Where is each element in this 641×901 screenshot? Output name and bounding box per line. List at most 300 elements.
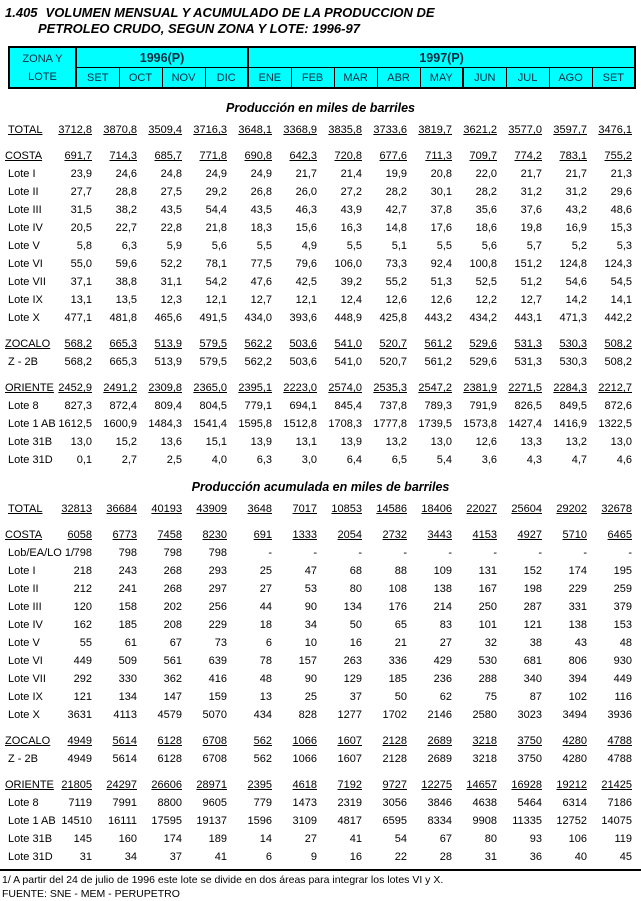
- cell: 791,9: [469, 400, 497, 412]
- cell: 3712,8: [58, 124, 92, 136]
- cell: 2535,3: [373, 382, 407, 394]
- cell: 27: [439, 637, 452, 649]
- cell: 138: [568, 619, 587, 631]
- lote-label: LOTE: [28, 70, 57, 83]
- cell: 152: [523, 565, 542, 577]
- cell: 872,6: [604, 400, 632, 412]
- cell: 1708,3: [328, 418, 362, 430]
- cell: 268: [163, 565, 182, 577]
- cell: 3936: [607, 709, 632, 721]
- cell: 2128: [382, 735, 407, 747]
- cell: 185: [118, 619, 137, 631]
- cell: 4817: [337, 815, 362, 827]
- cell: 691: [253, 529, 272, 541]
- cell: 53: [304, 583, 317, 595]
- cell: 288: [478, 673, 497, 685]
- cell: 2574,0: [328, 382, 362, 394]
- cell: 28971: [196, 779, 227, 791]
- cell: 5,7: [526, 240, 542, 252]
- cell: 131: [478, 565, 497, 577]
- cell: 38,8: [115, 276, 137, 288]
- cell: 2,7: [121, 454, 137, 466]
- row-label: ZOCALO: [5, 735, 51, 747]
- cell: 434,0: [244, 312, 272, 324]
- cell: 804,5: [199, 400, 227, 412]
- cell: 2491,2: [103, 382, 137, 394]
- cell: -: [583, 547, 587, 559]
- cell: 4949: [67, 753, 92, 765]
- cell: 531,3: [514, 356, 542, 368]
- cell: -: [313, 547, 317, 559]
- cell: 681: [523, 655, 542, 667]
- month-header: JUN: [463, 68, 506, 89]
- cell: 529,6: [469, 356, 497, 368]
- table-row: [0, 517, 633, 543]
- cell: 665,3: [109, 338, 137, 350]
- row-label: Lote 8: [8, 400, 39, 412]
- cell: 5614: [112, 753, 137, 765]
- cell: 62: [439, 691, 452, 703]
- cell: -: [358, 547, 362, 559]
- cell: 677,6: [379, 150, 407, 162]
- cell: 579,5: [199, 338, 227, 350]
- cell: 477,1: [64, 312, 92, 324]
- cell: 336: [388, 655, 407, 667]
- cell: 16111: [108, 815, 137, 827]
- cell: 28,8: [115, 186, 137, 198]
- cell: 826,5: [514, 400, 542, 412]
- cell: 4788: [607, 753, 632, 765]
- cell: 7192: [337, 779, 362, 791]
- cell: 642,3: [289, 150, 317, 162]
- cell: 22,0: [475, 168, 497, 180]
- cell: 75: [484, 691, 497, 703]
- row-label: Lote II: [8, 583, 39, 595]
- cell: 711,3: [425, 150, 452, 162]
- row-label: ORIENTE: [5, 382, 54, 394]
- cell: 690,8: [244, 150, 272, 162]
- cell: 109: [433, 565, 452, 577]
- cell: 162: [73, 619, 92, 631]
- cell: 434,2: [469, 312, 497, 324]
- table-row: [0, 499, 633, 517]
- cell: 1066: [292, 753, 317, 765]
- cell: 14075: [601, 815, 632, 827]
- cell: 37: [349, 691, 362, 703]
- table-number: 1.405: [5, 5, 38, 20]
- cell: 41: [349, 833, 362, 845]
- cell: 5070: [202, 709, 227, 721]
- cell: 23,9: [70, 168, 92, 180]
- cell: 61: [124, 637, 137, 649]
- zona-lote-header-cell: [9, 47, 76, 88]
- cell: 47,6: [250, 276, 272, 288]
- row-label: Z - 2B: [8, 356, 38, 368]
- table-row: [0, 352, 633, 370]
- cell: 5,5: [256, 240, 272, 252]
- table-header: [8, 46, 636, 89]
- row-label: Lote V: [8, 240, 40, 252]
- cell: 3870,8: [103, 124, 137, 136]
- cell: 32: [484, 637, 497, 649]
- cell: 293: [208, 565, 227, 577]
- table-row: [0, 687, 633, 705]
- cell: 151,2: [514, 258, 542, 270]
- cell: 43,5: [160, 204, 182, 216]
- cell: 65: [394, 619, 407, 631]
- cell: 3023: [517, 709, 542, 721]
- cell: 509: [118, 655, 137, 667]
- cell: 4949: [67, 735, 92, 747]
- cell: 1607: [337, 753, 362, 765]
- cell: 16,9: [565, 222, 587, 234]
- row-label: TOTAL: [8, 503, 43, 515]
- cell: 43,2: [565, 204, 587, 216]
- cell: 12752: [556, 815, 587, 827]
- cell: 42,5: [295, 276, 317, 288]
- cell: 529,6: [469, 338, 497, 350]
- cell: 41: [214, 851, 227, 863]
- cell: 12,7: [520, 294, 542, 306]
- cell: 828: [298, 709, 317, 721]
- cell: 45: [619, 851, 632, 863]
- cell: 29,2: [205, 186, 227, 198]
- cell: 541,0: [334, 338, 362, 350]
- cell: 2365,0: [193, 382, 227, 394]
- cell: 4638: [472, 797, 497, 809]
- cell: 331: [568, 601, 587, 613]
- cell: 7119: [68, 797, 92, 809]
- row-label: Lote 1 AB: [8, 418, 56, 430]
- cell: 561,2: [424, 338, 452, 350]
- cell: 5,5: [346, 240, 362, 252]
- cell: 16,3: [340, 222, 362, 234]
- cell: 256: [208, 601, 227, 613]
- cell: 100,8: [469, 258, 497, 270]
- cell: 21,8: [205, 222, 227, 234]
- cell: 443,1: [514, 312, 542, 324]
- cell: 28,2: [475, 186, 497, 198]
- cell: 416: [208, 673, 227, 685]
- cell: 17595: [151, 815, 182, 827]
- cell: 189: [208, 833, 227, 845]
- cell: 16928: [511, 779, 542, 791]
- cell: 13,0: [610, 436, 632, 448]
- cell: 393,6: [289, 312, 317, 324]
- cell: 54,6: [565, 276, 587, 288]
- table-row: [0, 705, 633, 723]
- cell: 77,5: [250, 258, 272, 270]
- cell: 73: [214, 637, 227, 649]
- cell: 530,3: [559, 356, 587, 368]
- cell: 5,9: [166, 240, 182, 252]
- cell: 3218: [472, 753, 497, 765]
- cell: 158: [118, 601, 137, 613]
- cell: 40: [574, 851, 587, 863]
- cell: 1322,5: [598, 418, 632, 430]
- cell: 12,6: [430, 294, 452, 306]
- cell: 1739,5: [418, 418, 452, 430]
- cell: 20,5: [70, 222, 92, 234]
- table-row: [0, 236, 633, 254]
- row-label: Lote IV: [8, 222, 43, 234]
- cell: 31: [484, 851, 497, 863]
- cell: 50: [394, 691, 407, 703]
- cell: 579,5: [199, 356, 227, 368]
- cell: 78: [259, 655, 272, 667]
- table-row: [0, 669, 633, 687]
- cell: 51,2: [520, 276, 542, 288]
- cell: 31: [79, 851, 92, 863]
- cell: 27,7: [70, 186, 92, 198]
- header-year-row: [9, 47, 635, 68]
- cell: 1484,3: [148, 418, 182, 430]
- cell: 21425: [601, 779, 632, 791]
- cell: 930: [613, 655, 632, 667]
- cell: 562: [253, 753, 272, 765]
- cell: 83: [439, 619, 452, 631]
- cell: 21,3: [610, 168, 632, 180]
- cell: 541,0: [334, 356, 362, 368]
- cell: 4579: [157, 709, 182, 721]
- cell: 48: [259, 673, 272, 685]
- cell: 147: [163, 691, 182, 703]
- cell: 21: [394, 637, 407, 649]
- cell: 530: [478, 655, 497, 667]
- cell: 13,0: [430, 436, 452, 448]
- cell: 27,5: [160, 186, 182, 198]
- cell: 54,5: [610, 276, 632, 288]
- cell: 43: [574, 637, 587, 649]
- cell: 15,2: [115, 436, 137, 448]
- cell: 4,7: [571, 454, 587, 466]
- cell: 35,6: [475, 204, 497, 216]
- cell: 3648: [247, 503, 272, 515]
- cell: -: [628, 547, 632, 559]
- table-row: [0, 847, 633, 865]
- cell: 229: [568, 583, 587, 595]
- table-row: [0, 326, 633, 352]
- cell: 22,7: [115, 222, 137, 234]
- cell: 639: [208, 655, 227, 667]
- cell: 2284,3: [553, 382, 587, 394]
- cell: 2580: [472, 709, 497, 721]
- cell: 4927: [517, 529, 542, 541]
- cell: 3750: [517, 735, 542, 747]
- cell: 18,6: [475, 222, 497, 234]
- cell: 720,8: [334, 150, 362, 162]
- cell: 287: [523, 601, 542, 613]
- cell: 20,8: [430, 168, 452, 180]
- cell: 18406: [421, 503, 452, 515]
- cell: 714,3: [109, 150, 137, 162]
- row-label: COSTA: [5, 150, 43, 162]
- cell: 259: [613, 583, 632, 595]
- cell: 4280: [562, 753, 587, 765]
- cell: 29202: [556, 503, 587, 515]
- cell: 771,8: [199, 150, 227, 162]
- cell: 779: [253, 797, 272, 809]
- cell: 12,4: [340, 294, 362, 306]
- cell: 3443: [427, 529, 452, 541]
- cell: 694,1: [289, 400, 317, 412]
- cell: 4618: [292, 779, 317, 791]
- cell: 3750: [517, 753, 542, 765]
- cell: 93: [529, 833, 542, 845]
- cell: 16: [349, 851, 362, 863]
- cell: 2,5: [166, 454, 182, 466]
- cell: 37,1: [70, 276, 92, 288]
- month-header: ENE: [248, 68, 291, 89]
- cell: 124,8: [559, 258, 587, 270]
- cell: 14,8: [385, 222, 407, 234]
- cell: 88: [394, 565, 407, 577]
- cell: 4,6: [616, 454, 632, 466]
- cell: 1277: [337, 709, 362, 721]
- cell: 38: [529, 637, 542, 649]
- cell: 12275: [421, 779, 452, 791]
- cell: 3,0: [301, 454, 317, 466]
- table-row: [0, 651, 633, 669]
- cell: 561,2: [424, 356, 452, 368]
- table-row: [0, 597, 633, 615]
- cell: 157: [298, 655, 317, 667]
- cell: 520,7: [379, 338, 407, 350]
- table-row: [0, 561, 633, 579]
- table-row: [0, 182, 633, 200]
- cell: 2732: [382, 529, 407, 541]
- cell: 24,9: [250, 168, 272, 180]
- cell: 68: [349, 565, 362, 577]
- cell: 6: [265, 851, 272, 863]
- cell: 15,1: [205, 436, 227, 448]
- cell: 50: [349, 619, 362, 631]
- data-table: [0, 499, 633, 865]
- cell: 798: [163, 547, 182, 559]
- table-row: [0, 414, 633, 432]
- cell: 297: [208, 583, 227, 595]
- cell: 15,3: [610, 222, 632, 234]
- cell: -: [448, 547, 452, 559]
- cell: 6: [265, 637, 272, 649]
- row-label: Lote VI: [8, 655, 43, 667]
- cell: 13,2: [565, 436, 587, 448]
- cell: 5,1: [391, 240, 407, 252]
- cell: 73,3: [385, 258, 407, 270]
- cell: 4153: [472, 529, 497, 541]
- cell: 54: [394, 833, 407, 845]
- cell: 55,0: [70, 258, 92, 270]
- table-row: [0, 432, 633, 450]
- cell: 491,5: [199, 312, 227, 324]
- cell: 43909: [196, 503, 227, 515]
- cell: 13,9: [250, 436, 272, 448]
- cell: 2395: [247, 779, 272, 791]
- cell: 5,6: [481, 240, 497, 252]
- cell: 14586: [376, 503, 407, 515]
- cell: 174: [163, 833, 182, 845]
- cell: 562: [253, 735, 272, 747]
- cell: 55,2: [385, 276, 407, 288]
- cell: 78,1: [205, 258, 227, 270]
- data-table: [0, 120, 633, 468]
- cell: 3597,7: [553, 124, 587, 136]
- cell: 3218: [472, 735, 497, 747]
- month-header: MAR: [334, 68, 377, 89]
- cell: 243: [118, 565, 137, 577]
- row-label: Lote I: [8, 565, 36, 577]
- month-header: ABR: [377, 68, 420, 89]
- cell: 465,6: [154, 312, 182, 324]
- year-group-1997: 1997(P): [248, 47, 635, 68]
- cell: 2223,0: [283, 382, 317, 394]
- cell: 12,1: [205, 294, 227, 306]
- row-label: Lote IX: [8, 691, 43, 703]
- cell: 3,6: [481, 454, 497, 466]
- cell: 4113: [113, 709, 137, 721]
- footnote-1: 1/ A partir del 24 de julio de 1996 este lote se divide en dos áreas para integrar los lotes VI y X.: [2, 874, 444, 886]
- row-label: TOTAL: [8, 124, 43, 136]
- cell: 46,3: [295, 204, 317, 216]
- cell: 7991: [112, 797, 137, 809]
- row-label: Lote IX: [8, 294, 43, 306]
- cell: 24,8: [160, 168, 182, 180]
- cell: 14510: [61, 815, 92, 827]
- cell: -: [403, 547, 407, 559]
- cell: 5710: [562, 529, 587, 541]
- cell: 508,2: [604, 338, 632, 350]
- cell: 47: [304, 565, 317, 577]
- cell: 167: [478, 583, 497, 595]
- cell: 19,8: [520, 222, 542, 234]
- cell: 755,2: [604, 150, 632, 162]
- cell: 121: [73, 691, 92, 703]
- cell: 24297: [106, 779, 137, 791]
- cell: 55: [79, 637, 92, 649]
- cell: 3631: [67, 709, 92, 721]
- cell: 6314: [562, 797, 587, 809]
- cell: 13,5: [115, 294, 137, 306]
- cell: 36684: [106, 503, 137, 515]
- cell: 3835,8: [328, 124, 362, 136]
- cell: 513,9: [154, 356, 182, 368]
- cell: 1512,8: [283, 418, 317, 430]
- cell: 562,2: [244, 356, 272, 368]
- cell: 6,3: [256, 454, 272, 466]
- cell: 13,3: [520, 436, 542, 448]
- cell: 12,7: [250, 294, 272, 306]
- cell: 5,3: [616, 240, 632, 252]
- cell: 31,2: [565, 186, 587, 198]
- cell: -: [538, 547, 542, 559]
- cell: 691,7: [64, 150, 92, 162]
- cell: 13,9: [340, 436, 362, 448]
- cell: 2395,1: [238, 382, 272, 394]
- cell: 530,3: [559, 338, 587, 350]
- cell: 13,0: [70, 436, 92, 448]
- cell: 42,7: [385, 204, 407, 216]
- cell: 30,1: [430, 186, 452, 198]
- cell: 789,3: [424, 400, 452, 412]
- cell: 268: [163, 583, 182, 595]
- cell: 3621,2: [463, 124, 497, 136]
- row-label: Lote 31B: [8, 833, 53, 845]
- cell: 92,4: [430, 258, 452, 270]
- cell: 3476,1: [598, 124, 632, 136]
- cell: 9908: [472, 815, 497, 827]
- cell: 25604: [511, 503, 542, 515]
- cell: 90: [304, 673, 317, 685]
